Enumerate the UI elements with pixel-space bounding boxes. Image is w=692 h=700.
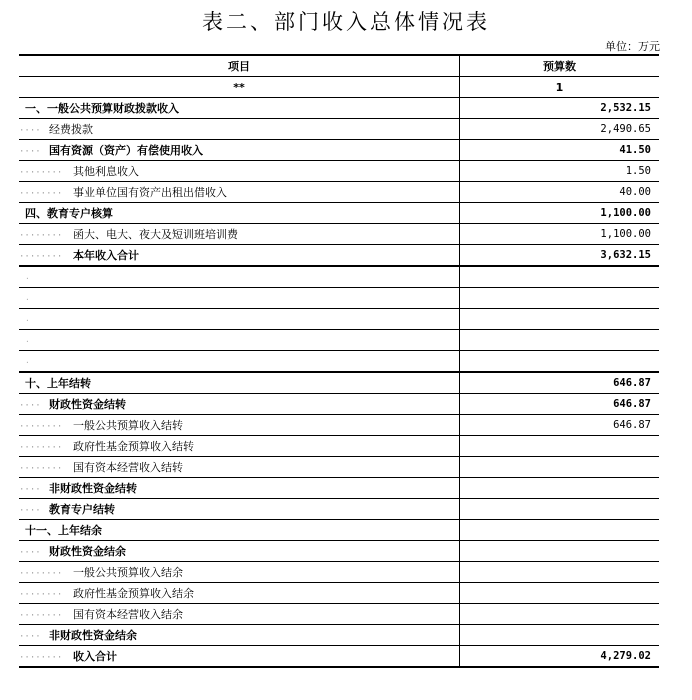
income-table	[19, 54, 659, 668]
row-label: 政府性基金预算收入结转	[73, 440, 194, 453]
row-item-cell	[19, 224, 460, 245]
row-value: 2,490.65	[460, 119, 660, 140]
table-row	[19, 245, 659, 267]
row-value	[460, 625, 660, 646]
row-value: 3,632.15	[460, 245, 660, 267]
row-label: 十一、上年结余	[25, 524, 102, 537]
dot-leader: ····	[19, 632, 41, 642]
dot-leader: ········	[19, 590, 63, 600]
row-value: 646.87	[460, 415, 660, 436]
row-value	[460, 583, 660, 604]
row-label: 十、上年结转	[25, 377, 91, 390]
dot-leader: ········	[19, 569, 63, 579]
row-value: 2,532.15	[460, 98, 660, 119]
index-item: **	[19, 77, 460, 98]
column-header-item: 项目	[19, 55, 460, 77]
table-row	[19, 288, 659, 309]
row-item-cell	[19, 98, 460, 119]
table-row	[19, 330, 659, 351]
table-row	[19, 604, 659, 625]
row-value	[460, 520, 660, 541]
table-row	[19, 646, 659, 668]
table-row	[19, 436, 659, 457]
row-item-cell	[19, 182, 460, 203]
dot-leader: ·	[25, 357, 30, 367]
table-row	[19, 583, 659, 604]
dot-leader: ········	[19, 464, 63, 474]
row-label: 一般公共预算收入结转	[73, 419, 183, 432]
column-header-budget: 预算数	[460, 55, 660, 77]
row-label: 国有资本经营收入结转	[73, 461, 183, 474]
table-row	[19, 394, 659, 415]
table-row	[19, 372, 659, 394]
unit-label: 单位：万元	[605, 40, 660, 53]
row-label: 一、一般公共预算财政拨款收入	[25, 102, 179, 115]
row-item-cell	[19, 583, 460, 604]
table-row	[19, 457, 659, 478]
table-row	[19, 140, 659, 161]
row-item-cell	[19, 309, 460, 330]
row-label: 经费拨款	[49, 123, 93, 136]
table-row	[19, 520, 659, 541]
row-item-cell	[19, 203, 460, 224]
row-item-cell	[19, 372, 460, 394]
row-value	[460, 562, 660, 583]
row-item-cell	[19, 646, 460, 668]
row-label: 教育专户结转	[49, 503, 115, 516]
table-row	[19, 182, 659, 203]
table-row	[19, 351, 659, 373]
row-label: 事业单位国有资产出租出借收入	[73, 186, 227, 199]
row-label: 函大、电大、夜大及短训班培训费	[73, 228, 238, 241]
row-label: 其他利息收入	[73, 165, 139, 178]
row-value	[460, 309, 660, 330]
dot-leader: ····	[19, 485, 41, 495]
row-item-cell	[19, 562, 460, 583]
row-value: 646.87	[460, 372, 660, 394]
row-label: 本年收入合计	[73, 249, 139, 262]
row-value	[460, 499, 660, 520]
row-value: 646.87	[460, 394, 660, 415]
row-item-cell	[19, 266, 460, 288]
row-item-cell	[19, 499, 460, 520]
dot-leader: ····	[19, 126, 41, 136]
table-row	[19, 562, 659, 583]
row-item-cell	[19, 288, 460, 309]
row-label: 国有资本经营收入结余	[73, 608, 183, 621]
table-row	[19, 119, 659, 140]
row-label: 政府性基金预算收入结余	[73, 587, 194, 600]
table-body	[19, 98, 659, 668]
dot-leader: ····	[19, 548, 41, 558]
row-value: 1,100.00	[460, 224, 660, 245]
row-label: 四、教育专户核算	[25, 207, 113, 220]
row-label: 国有资源（资产）有偿使用收入	[49, 144, 203, 157]
row-label: 非财政性资金结余	[49, 629, 137, 642]
row-value: 40.00	[460, 182, 660, 203]
row-item-cell	[19, 436, 460, 457]
row-value: 1.50	[460, 161, 660, 182]
row-item-cell	[19, 415, 460, 436]
row-item-cell	[19, 140, 460, 161]
dot-leader: ········	[19, 189, 63, 199]
dot-leader: ····	[19, 401, 41, 411]
table-row	[19, 541, 659, 562]
row-label: 一般公共预算收入结余	[73, 566, 183, 579]
dot-leader: ········	[19, 443, 63, 453]
table-index-row	[19, 77, 659, 98]
table-header-row	[19, 55, 659, 77]
table-row	[19, 309, 659, 330]
row-item-cell	[19, 245, 460, 267]
row-value	[460, 541, 660, 562]
row-item-cell	[19, 161, 460, 182]
row-value	[460, 288, 660, 309]
row-value	[460, 330, 660, 351]
dot-leader: ····	[19, 506, 41, 516]
row-value	[460, 478, 660, 499]
dot-leader: ········	[19, 422, 63, 432]
table-row	[19, 266, 659, 288]
table-row	[19, 161, 659, 182]
row-value: 1,100.00	[460, 203, 660, 224]
row-item-cell	[19, 351, 460, 373]
row-value: 4,279.02	[460, 646, 660, 668]
row-value	[460, 604, 660, 625]
row-value	[460, 436, 660, 457]
dot-leader: ········	[19, 653, 63, 663]
table-row	[19, 98, 659, 119]
row-value: 41.50	[460, 140, 660, 161]
row-item-cell	[19, 541, 460, 562]
row-item-cell	[19, 330, 460, 351]
row-value	[460, 457, 660, 478]
row-item-cell	[19, 604, 460, 625]
table-row	[19, 625, 659, 646]
dot-leader: ········	[19, 168, 63, 178]
table-row	[19, 478, 659, 499]
row-item-cell	[19, 478, 460, 499]
dot-leader: ········	[19, 252, 63, 262]
index-budget: 1	[460, 77, 660, 98]
row-label: 财政性资金结转	[49, 398, 126, 411]
table-row	[19, 415, 659, 436]
dot-leader: ········	[19, 611, 63, 621]
row-label: 收入合计	[73, 650, 117, 663]
dot-leader: ········	[19, 231, 63, 241]
row-label: 非财政性资金结转	[49, 482, 137, 495]
row-item-cell	[19, 457, 460, 478]
row-item-cell	[19, 119, 460, 140]
dot-leader: ·	[25, 273, 30, 283]
row-value	[460, 266, 660, 288]
row-item-cell	[19, 625, 460, 646]
dot-leader: ·	[25, 294, 30, 304]
row-item-cell	[19, 394, 460, 415]
row-label: 财政性资金结余	[49, 545, 126, 558]
row-item-cell	[19, 520, 460, 541]
dot-leader: ····	[19, 147, 41, 157]
table-row	[19, 224, 659, 245]
page-title: 表二、部门收入总体情况表	[202, 10, 490, 34]
dot-leader: ·	[25, 315, 30, 325]
table-row	[19, 499, 659, 520]
dot-leader: ·	[25, 336, 30, 346]
table-row	[19, 203, 659, 224]
row-value	[460, 351, 660, 373]
